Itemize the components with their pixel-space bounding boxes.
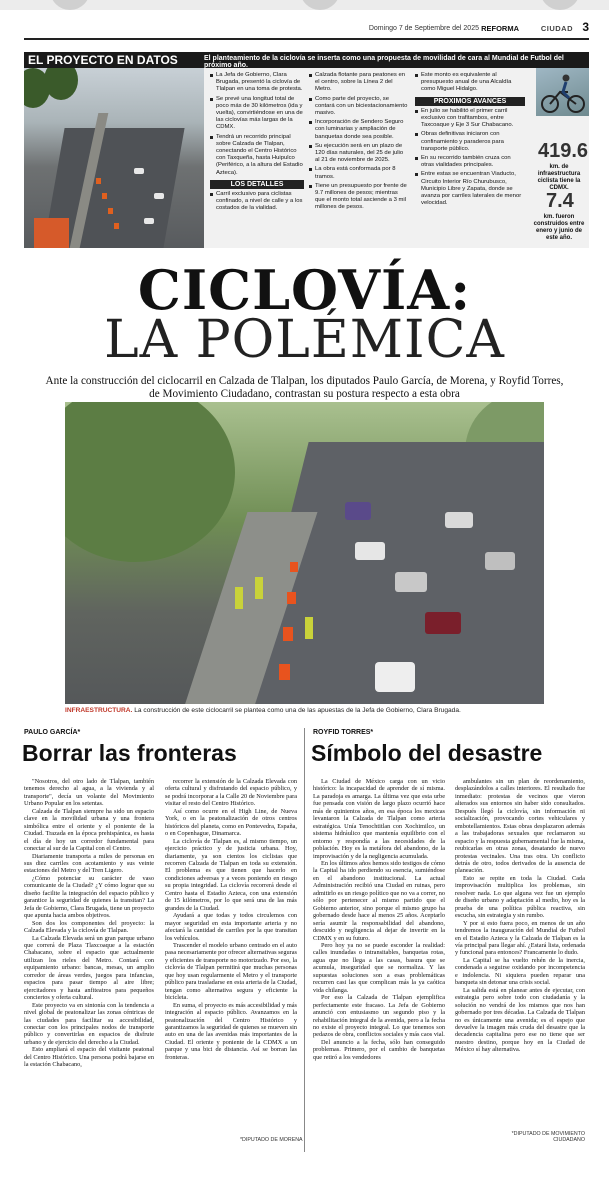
photo-cone (279, 664, 290, 680)
right-signature-line-2: CIUDADANO (553, 1137, 585, 1143)
right-article-col-1 (313, 778, 445, 1061)
page-number: 3 (582, 20, 589, 34)
paragraph: Ayudará a que todas y todos circulemos con mayor seguridad en esta importante arteria y no afectará la cantidad de carriles por la que transitan los vehículos. (165, 912, 297, 942)
photo-car (395, 572, 427, 592)
photo-cone (114, 223, 119, 229)
photo-cone (102, 193, 107, 199)
data-box-subtitle: El planteamiento de la ciclovía se inserta como una propuesta de movilidad de cara al Mundial de Futbol del próximo año. (204, 55, 564, 69)
right-article-col-2 (455, 778, 585, 1054)
right-signature (510, 1131, 585, 1143)
paragraph: Son dos los componentes del proyecto: la Calzada Elevada y la ciclovía de Tlalpan. (24, 919, 154, 935)
page-header (24, 20, 589, 40)
data-item: Este monto es equivalente al presupuesto anual de una Alcaldía como Miguel Hidalgo. (415, 72, 525, 94)
paragraph: La Capital se ha vuelto rehén de la inercia, condenada a seguirse oxidando por incompetencia e indolencia. Ni siquiera pueden reparar una banqueta sin detonar una crisis social. (455, 956, 585, 987)
right-author: ROYFID TORRES* (313, 729, 374, 736)
data-item: Tiene un presupuesto por frente de 9.7 millones de pesos; mientras que el monto total asciende a 3 mil millones de pesos. (309, 183, 409, 212)
paragraph: Del anuncio a la fecha, sólo han conseguido problemas. Primero, por el cambio de banquetas que retiró a los vendedores (313, 1038, 445, 1061)
paragraph: ambulantes sin un plan de reordenamiento, desplazándolos a calles interiores. El resultado fue inmediato: protestas de vecinos que vieron alterados sus entornos sin haber sido consultados. Después llegó la ciclovía, sin información ni socialización, provocando cortes vehiculares y embotellamientos. Estas obras desplazaron además a las trabajadoras sexuales que reclamaron su espacio y la respuesta gubernamental fue la misma, reubicarlas en otras zonas, desatando de nuevo protestas vecinales. Una tras otra. Un conflicto detrás de otro, todos derivados de la ausencia de planeación. (455, 778, 585, 875)
photo-car (425, 612, 461, 634)
data-item: Su ejecución será en un plazo de 120 días naturales, del 25 de julio al 21 de noviembre de 2025. (309, 143, 409, 165)
data-col-2 (309, 72, 409, 214)
data-item: Se prevé una longitud total de poco más de 30 kilómetros (ida y vuelta), convirtiéndose en una de las ciclovías más largas de la CDMX. (210, 96, 304, 132)
data-item: La Jefa de Gobierno, Clara Brugada, presentó la ciclovía de Tlalpan en una toma de protesta. (210, 72, 304, 94)
stat-built-km-label: km. fueron construidos entre enero y junio de este año. (533, 214, 585, 241)
photo-cone (96, 178, 101, 184)
left-article-title: Borrar las fronteras (22, 740, 237, 766)
cyclist-icon (536, 68, 589, 116)
stat-bike-km: 419.6 (538, 140, 589, 162)
photo-worker (305, 617, 313, 639)
paragraph: En los últimos años hemos sido testigos de cómo la Capital ha ido perdiendo su esencia, sumiéndose en el abandono institucional. La actual Administración recibió una Ciudad en ruinas, pero admitirlo es un riesgo político que no va a correr, no sólo por pertenecer al mismo partido que el Gobierno anterior, sino porque el mismo grupo ha gobernado desde hace al menos 25 años. Aceptarlo sería asumir la responsabilidad del abandono, descuido y negligencia al dejar de invertir en la CDMX y en su futuro. (313, 859, 445, 942)
data-item: Entre estas se encuentran Viaducto, Circuito Interior Río Churubusco, Municipio Libre y Zapata, donde se avanza por carriles laterales de menor velocidad. (415, 171, 525, 207)
left-signature: *DIPUTADO DE MORENA (240, 1137, 303, 1143)
photo-car (144, 218, 154, 224)
left-author: PAULO GARCÍA* (24, 729, 81, 736)
photo-car (355, 542, 385, 560)
photo-car (375, 662, 415, 692)
data-item: En julio se habilitó el primer carril exclusivo con trafitambos, entre Taxcoaque y Eje 3 Sur Chabacano. (415, 108, 525, 130)
photo-tree (44, 68, 78, 100)
paragraph: Esto ampliará el espacio del visitante peatonal del Centro Histórico. Una persona podrá bajarse en la estación Chabacano, (24, 1046, 154, 1069)
paragraph: La salida está en planear antes de ejecutar, con estrategia pero sobre todo con ciudadanía y la solución no vendrá de los mismos que nos han gobernado por tres décadas. La Calzada de Tlalpan no es únicamente una avenida; es el espejo que devuelve la imagen más cruda del desastre que la decadencia capitalina pero ese no tiene que ser nuestro destino, porque hoy en la Ciudad de México sí hay alternativa. (455, 986, 585, 1054)
paragraph: Por eso la Calzada de Tlalpan ejemplifica perfectamente este fracaso. La Jefa de Gobierno anunció con entusiasmo un segundo piso y la rehabilitación integral de la avenida, pero a la fecha no existe el proyecto integral. Lo que tenemos son pedazos de obra, conflictos sociales y más caos vial. (313, 994, 445, 1039)
photo-bus (345, 502, 371, 520)
avenue-aerial-photo (24, 68, 204, 248)
paragraph: Así como ocurre en el High Line, de Nueva York, o en la peatonalización de otros centros históricos del planeta, como en Pontevedra, España, o en Copenhague, Dinamarca. (165, 807, 297, 838)
column-divider (304, 728, 305, 1152)
paragraph: Y por si esto fuera poco, en menos de un año tendremos la inauguración del Mundial de Futbol en el Estadio Azteca y la Calzada de Tlalpan es la vía principal para llegar ahí. ¿Estará lista, ordenada y funcional para entonces? Francamente lo dudo. (455, 919, 585, 957)
data-col-1 (210, 72, 304, 215)
paragraph: La Ciudad de México carga con un vicio histórico: la incapacidad de aprender de sí misma. La paradoja es amarga. La última vez que esta urbe fue pensada con visión de largo plazo ocurrió hace más de quinientos años, en esa época los mexicas levantaron la Calzada de Tlalpan como arteria estratégica. Unía Tenochtitlan con Xochimilco, un sistema hidráulico que mantenía equilibrio con el entorno y respondía a las necesidades de la población. Hoy es la metáfora del abandono, de la improvisación y de la negligencia acumulada. (313, 778, 445, 860)
photo-car (485, 552, 515, 570)
header-paper-name: REFORMA (481, 24, 519, 33)
data-item: En su recorrido también cruza con otras vialidades principales. (415, 155, 525, 169)
photo-cone (287, 592, 296, 604)
paragraph: "Nosotros, del otro lado de Tlalpan, también tenemos derecho al agua, a la vivienda y al transporte", decía un volante del Movimiento Urbano Popular en los setentas. (24, 778, 154, 808)
paragraph: En suma, el proyecto es más accesibilidad y más integración al espacio público. Avanzamos en la peatonalización del Centro Histórico y garantizamos la seguridad de quienes se mueven sin auto en una de las avenidas más importantes de la Ciudad. El oriente y poniente de la CDMX a un parque y una bici de distancia. Así se borran las fronteras. (165, 1001, 297, 1061)
data-box-title: EL PROYECTO EN DATOS (28, 53, 178, 67)
left-article-col-2 (165, 778, 297, 1061)
paragraph: Esto se repite en toda la Ciudad. Cada improvisación multiplica los problemas, sin resolver nada. Lo que alguna vez fue un ejemplo de diseño urbano y adaptación al medio, hoy es la prueba de una política pública reactiva, sin escucha, sin estrategia y sin rumbo. (455, 874, 585, 920)
data-item: Tendrá un recorrido principal sobre Calzada de Tlalpan, conectando el Centro Histórico con Taxqueña, hasta Huipulco (Periférico, a la altura del Estadio Azteca). (210, 134, 304, 177)
photo-worker (235, 587, 243, 609)
data-item: La obra está conformada por 8 tramos. (309, 166, 409, 180)
paragraph: Calzada de Tlalpan siempre ha sido un espacio clave en la movilidad urbana y una frontera simbólica entre el oriente y el poniente de la Ciudad. Trazada en la época prehispánica, es hasta el día de hoy un corredor fundamental para conectar al sur de la Capital con el Centro. (24, 807, 154, 853)
paragraph: recorrer la extensión de la Calzada Elevada con oferta cultural y disfrutando del espacio público, y se podrá incorporar a la Calle 20 de Noviembre para visitar el resto del Centro Histórico. (165, 778, 298, 808)
right-signature-line-1: *DIPUTADO DE MOVIMIENTO (511, 1131, 585, 1137)
paragraph: La Calzada Elevada será un gran parque urbano que correrá de Plaza Tlaxcoaque a la estación Chabacano, sobre el espacio que actualmente utilizan los rieles del Metro. Contará con equipamiento urbano: bancas, mesas, un amplio corredor de áreas verdes, juegos para infancias, espacios para pasar tiempo al aire libre; ejercitadores y hasta anfiteatros para pequeños conciertos y oferta cultural. (24, 934, 154, 1002)
stat-built-km: 7.4 (546, 190, 574, 212)
paragraph: Diariamente transporta a miles de personas en sus diez carriles con acotamiento y sus veinte estaciones del Metro y del Tren Ligero. (24, 852, 154, 875)
photo-cone (283, 627, 293, 641)
headline-line-1: CICLOVÍA: (137, 258, 472, 322)
photo-cone (108, 208, 113, 214)
photo-caption (65, 707, 544, 714)
data-item: Incorporación de Sendero Seguro con luminarias y ampliación de banquetas donde sea posible. (309, 119, 409, 141)
data-item: Calzada flotante para peatones en el centro, sobre la Línea 2 del Metro. (309, 72, 409, 94)
paragraph: Este proyecto va en sintonía con la tendencia a nivel global de peatonalizar las zonas céntricas de las ciudades para facilitar su accesibilidad, conectar con los principales nodos de transporte público y convertirlas en espacios de disfrute urbano y de ejercicio del derecho a la Ciudad. (24, 1001, 154, 1046)
caption-text: La construcción de este ciclocarril se plantea como una de las apuestas de la Jefa de Gobierno, Clara Brugada. (134, 707, 461, 714)
left-article-col-1 (24, 778, 154, 1069)
details-subhead: LOS DETALLES (210, 180, 304, 189)
photo-car (154, 193, 164, 199)
paragraph: La ciclovía de Tlalpan es, al mismo tiempo, un ejercicio práctico y de justicia urbana. Hoy, diariamente, ya son cientos los ciclistas que recorren Calzada de Tlalpan en toda su extensión. El problema es que tienen que hacerlo en condiciones adversas y a veces poniendo en riesgo su propia integridad. La ciclovía recorrerá desde el Centro hasta el Estadio Azteca, con una extensión de 15 kilómetros, por lo que será una de las más grandes de la Ciudad. (165, 837, 297, 912)
paragraph: ¿Cómo potenciar su carácter de vaso comunicante de la Ciudad? ¿Y cómo lograr que su diseño facilite la integración del espacio público y garantice la seguridad de quienes la transitan? La Jefa de Gobierno, Clara Brugada, tiene un proyecto que apunta hacia ambos objetivos. (24, 874, 154, 920)
data-item: Carril exclusivo para ciclistas confinado, a nivel de calle y a los costados de la vialidad. (210, 191, 304, 213)
photo-car (134, 168, 144, 174)
cyclist-photo (536, 68, 589, 116)
advances-subhead: PROXIMOS AVANCES (415, 97, 525, 106)
data-col-3 (415, 72, 525, 209)
data-item: Como parte del proyecto, se contará con un biciestacionamiento masivo. (309, 96, 409, 118)
data-item: Obras definitivas iniciaron con confinamiento y paraderos para transporte público. (415, 131, 525, 153)
photo-car (445, 512, 473, 528)
right-article-title: Símbolo del desastre (311, 740, 543, 766)
headline-dek: Ante la construcción del ciclocarril en Calzada de Tlalpan, los diputados Paulo García, de Morena, y Royfid Torres, de Movimiento Ciudadano, contrastan su postura respecto a esta obra (45, 375, 564, 400)
header-date: Domingo 7 de Septiembre del 2025 (368, 25, 479, 32)
stat-bike-km-label: km. de infraestructura ciclista tiene la CDMX. (537, 164, 581, 191)
construction-photo (65, 402, 544, 704)
photo-barrier (34, 218, 69, 248)
caption-label: INFRAESTRUCTURA. (65, 707, 133, 714)
paragraph: Trascender el modelo urbano centrado en el auto pasa necesariamente por ofrecer alternativas seguras y eficientes de transporte no motorizado. Por eso, la ciclovía de Tlalpan permitirá que muchas personas que hoy usan regularmente el Metro y el transporte público para trasladarse en esta arteria de la Ciudad, tengan como alternativa segura y eficiente la bicicleta. (165, 941, 297, 1002)
photo-worker (255, 577, 263, 599)
photo-tree (65, 402, 235, 562)
photo-cone (290, 562, 298, 572)
paragraph: Pero hoy ya no se puede esconder la realidad: calles inundadas o intransitables, banquetas rotas, agua que no llega a las casas, basura que se acumula, inseguridad que se normaliza. Y las supuestas soluciones son a esas problemáticas recurren casi las que complican más la ya caótica vida chilanga. (313, 941, 445, 994)
project-data-box (24, 52, 589, 248)
headline-line-2: LA POLÉMICA (104, 310, 505, 370)
header-section: CIUDAD (540, 24, 573, 33)
